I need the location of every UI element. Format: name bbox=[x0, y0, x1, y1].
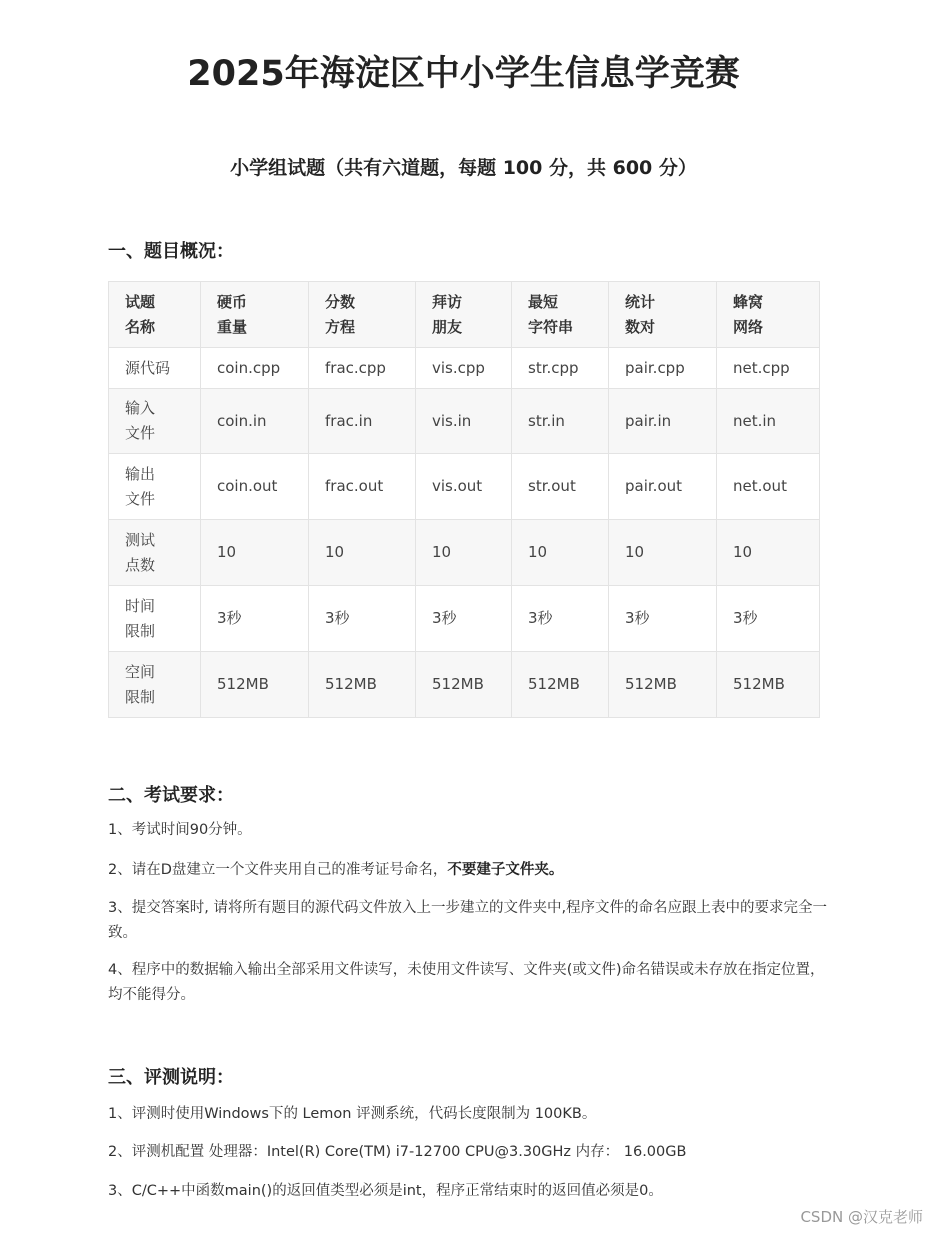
requirement-2 bbox=[108, 858, 828, 883]
table-cell: 512MB bbox=[201, 652, 309, 718]
row-label-cell: 输出 文件 bbox=[109, 454, 201, 520]
document-title: 2025年海淀区中小学生信息学竞赛 bbox=[187, 54, 740, 94]
table-cell: 512MB bbox=[416, 652, 512, 718]
table-cell: net.out bbox=[717, 454, 820, 520]
requirement-3 bbox=[108, 896, 828, 946]
document-subtitle: 小学组试题（共有六道题，每题 100 分，共 600 分） bbox=[230, 157, 697, 179]
table-cell: frac.in bbox=[309, 389, 416, 454]
requirement-text: 4、程序中的数据输入输出全部采用文件读写，未使用文件读写、文件夹(或文件)命名错误或未存放在指定位置，均不能得分。 bbox=[108, 962, 825, 1003]
requirement-4 bbox=[108, 958, 828, 1008]
table-header-cell: 硬币 重量 bbox=[201, 282, 309, 348]
table-cell: 10 bbox=[416, 520, 512, 586]
section2-heading: 二、考试要求： bbox=[108, 785, 234, 806]
table-cell: 10 bbox=[609, 520, 717, 586]
table-header-cell: 统计 数对 bbox=[609, 282, 717, 348]
table-cell: 512MB bbox=[609, 652, 717, 718]
table-cell: 10 bbox=[201, 520, 309, 586]
judging-note-3: 3、C/C++中函数main()的返回值类型必须是int，程序正常结束时的返回值必须是0。 bbox=[108, 1183, 663, 1199]
section3-heading: 三、评测说明： bbox=[108, 1067, 234, 1088]
requirement-text: 2、请在D盘建立一个文件夹用自己的准考证号命名， bbox=[108, 862, 448, 878]
requirement-text: 3、提交答案时, 请将所有题目的源代码文件放入上一步建立的文件夹中,程序文件的命名应跟上表中的要求完全一致。 bbox=[108, 900, 828, 941]
table-cell: vis.out bbox=[416, 454, 512, 520]
table-row bbox=[109, 586, 820, 652]
table-cell: coin.cpp bbox=[201, 348, 309, 389]
table-header-cell: 最短 字符串 bbox=[512, 282, 609, 348]
table-cell: 512MB bbox=[309, 652, 416, 718]
table-cell: 3秒 bbox=[201, 586, 309, 652]
problem-overview-table bbox=[108, 281, 820, 718]
table-header-cell: 拜访 朋友 bbox=[416, 282, 512, 348]
row-label-cell: 测试 点数 bbox=[109, 520, 201, 586]
table-cell: 10 bbox=[717, 520, 820, 586]
table-header-row bbox=[109, 282, 820, 348]
table-cell: 3秒 bbox=[309, 586, 416, 652]
table-cell: net.cpp bbox=[717, 348, 820, 389]
table-row bbox=[109, 348, 820, 389]
table-cell: 3秒 bbox=[416, 586, 512, 652]
row-label-cell: 源代码 bbox=[109, 348, 201, 389]
table-cell: vis.in bbox=[416, 389, 512, 454]
table-header-cell: 分数 方程 bbox=[309, 282, 416, 348]
table-cell: 3秒 bbox=[512, 586, 609, 652]
table-cell: str.cpp bbox=[512, 348, 609, 389]
requirement-emphasis: 不要建子文件夹。 bbox=[447, 862, 564, 878]
table-cell: coin.out bbox=[201, 454, 309, 520]
row-label-cell: 输入 文件 bbox=[109, 389, 201, 454]
judging-note-1: 1、评测时使用Windows下的 Lemon 评测系统，代码长度限制为 100KB。 bbox=[108, 1106, 597, 1122]
table-row bbox=[109, 652, 820, 718]
table-cell: 3秒 bbox=[717, 586, 820, 652]
judging-note-2: 2、评测机配置 处理器：Intel(R) Core(TM) i7-12700 CPU@3.30GHz 内存： 16.00GB bbox=[108, 1144, 687, 1160]
table-header-cell: 试题 名称 bbox=[109, 282, 201, 348]
row-label-cell: 空间 限制 bbox=[109, 652, 201, 718]
table-row bbox=[109, 454, 820, 520]
table-cell: pair.in bbox=[609, 389, 717, 454]
table-cell: 10 bbox=[309, 520, 416, 586]
section1-heading: 一、题目概况： bbox=[108, 241, 234, 262]
table-cell: net.in bbox=[717, 389, 820, 454]
table-cell: frac.cpp bbox=[309, 348, 416, 389]
table-cell: vis.cpp bbox=[416, 348, 512, 389]
watermark: CSDN @汉克老师 bbox=[800, 1208, 923, 1226]
requirement-text: 1、考试时间90分钟。 bbox=[108, 822, 252, 838]
table-cell: 512MB bbox=[717, 652, 820, 718]
table-cell: coin.in bbox=[201, 389, 309, 454]
table-cell: str.out bbox=[512, 454, 609, 520]
table-cell: str.in bbox=[512, 389, 609, 454]
table-row bbox=[109, 520, 820, 586]
table-header-cell: 蜂窝 网络 bbox=[717, 282, 820, 348]
requirement-1 bbox=[108, 818, 828, 843]
row-label-cell: 时间 限制 bbox=[109, 586, 201, 652]
table-cell: 512MB bbox=[512, 652, 609, 718]
table-row bbox=[109, 389, 820, 454]
table-cell: pair.out bbox=[609, 454, 717, 520]
table-cell: pair.cpp bbox=[609, 348, 717, 389]
table-cell: 10 bbox=[512, 520, 609, 586]
table-cell: frac.out bbox=[309, 454, 416, 520]
table-cell: 3秒 bbox=[609, 586, 717, 652]
